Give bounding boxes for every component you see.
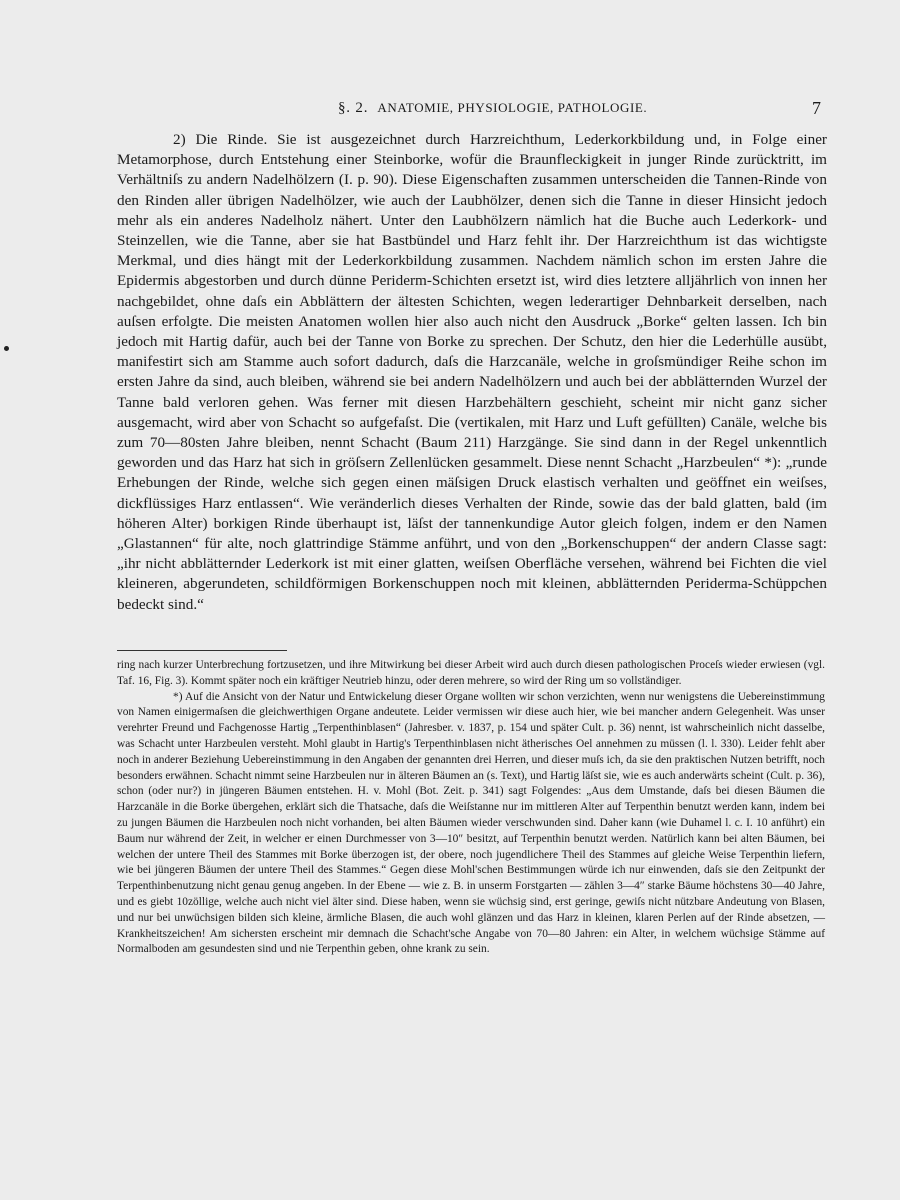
main-text bbox=[117, 130, 827, 615]
body-paragraph: 2) Die Rinde. Sie ist ausgezeichnet durch Harzreichthum, Lederkorkbildung und, in Folge einer Metamorphose, durch Entstehung einer Steinborke, wofür die Braunfleckigkeit in junger Rinde zurücktritt, im Verhältniſs zu andern Nadelhölzern (I. p. 90). Diese Eigenschaften zusammen unterscheiden die Tannen-Rinde von den Rinden aller übrigen Nadelhölzer, wie auch der Laubhölzer, denen sich die Tanne in dieser Hinsicht jedoch mehr als ein anderes Nadelholz nähert. Unter den Laubhölzern nämlich hat die Buche auch Lederkork- und Steinzellen, wie die Tanne, aber sie hat Bastbündel und Harz fehlt ihr. Der Harzreichthum ist das wichtigste Merkmal, und dies hängt mit der Lederkorkbildung zusammen. Nachdem nämlich schon im ersten Jahre die Epidermis abgestorben und durch dünne Periderm-Schichten ersetzt ist, wird dies letztere alljährlich von innen her nachgebildet, ohne daſs ein Abblättern der ältesten Schichten, wegen lederartiger Dehnbarkeit derselben, nach auſsen erfolgte. Die meisten Anatomen wollen hier also auch nicht den Ausdruck „Borke“ gelten lassen. Ich bin jedoch mit Hartig dafür, auch bei der Tanne von Borke zu sprechen. Der Schutz, den hier die Lederhülle ausübt, manifestirt sich am Stamme auch sofort dadurch, daſs die Harzcanäle, welche in groſsmündiger Reihe schon im ersten Jahre da sind, auch bleiben, während sie bei andern Nadelhölzern und auch bei der abblätternden Wurzel der Tanne bald verloren gehen. Was ferner mit diesen Harzbehältern geschieht, scheint mir nicht ganz sicher ausgemacht, wird aber von Schacht so aufgefaſst. Die (vertikalen, mit Harz und Luft gefüllten) Canäle, welche bis zum 70—80sten Jahre bleiben, nennt Schacht (Baum 211) Harzgänge. Sie sind dann in der Regel unkenntlich geworden und das Harz hat sich in gröſsern Zellenlücken gesammelt. Diese nennt Schacht „Harzbeulen“ *): „runde Erhebungen der Rinde, welche sich gegen einen mäſsigen Druck elastisch verhalten und geöffnet ein weiſses, dickflüssiges Harz entlassen“. Wie veränderlich dieses Verhalten der Rinde, sowie das der bald glatten, bald (im höheren Alter) borkigen Rinde überhaupt ist, läſst der tannenkundige Autor gleich folgen, indem er den Namen „Glastannen“ für alte, noch glattrindige Stämme anführt, und von den „Borkenschuppen“ der andern Classe sagt: „ihr nicht abblätternder Lederkork ist mit einer glatten, weiſsen Oberfläche versehen, während bei Fichten die viel kleineren, abgerundeten, schildförmigen Borkenschuppen noch mit kleinen, abblätternden Periderma-Schüppchen bedeckt sind.“ bbox=[117, 131, 827, 613]
footnote-separator bbox=[117, 650, 287, 651]
footnotes bbox=[117, 658, 825, 958]
running-head bbox=[338, 100, 647, 117]
margin-ink-dot bbox=[4, 346, 9, 351]
section-number: §. 2. bbox=[338, 100, 369, 116]
section-title: ANATOMIE, PHYSIOLOGIE, PATHOLOGIE. bbox=[377, 100, 648, 115]
footnote-continuation: ring nach kurzer Unterbrechung fortzusetzen, und ihre Mitwirkung bei dieser Arbeit wird auch durch diesen pathologischen Proceſs wieder erwiesen (vgl. Taf. 16, Fig. 3). Kommt später noch ein kräftiger Neutrieb hinzu, oder deren mehrere, so wird der Ring um so vollständiger. bbox=[117, 659, 825, 687]
page-header bbox=[0, 100, 900, 124]
page-number: 7 bbox=[812, 98, 821, 118]
footnote: *) Auf die Ansicht von der Natur und Entwickelung dieser Organe wollten wir schon verzichten, wenn nur wenigstens die Uebereinstimmung von Namen einigermaſsen die gleichwerthigen Organe andeutete. Leider vermissen wir diese auch hier, wie bei mancher andern Gelegenheit. Was unser verehrter Freund und Fachgenosse Hartig „Terpenthinblasen“ (Jahresber. v. 1837, p. 154 und später Cult. p. 36) nennt, ist wahrscheinlich nicht dasselbe, was Schacht unter Harzbeulen versteht. Mohl glaubt in Hartig's Terpenthinblasen nicht ätherisches Oel annehmen zu müssen (l. l. 330). Leider fehlt aber noch in anderer Beziehung Uebereinstimmung in den Angaben der genannten drei Herren, und dieser muſs ich, da sie den praktischen Nutzen betrifft, noch besonders erwähnen. Schacht nimmt seine Harzbeulen nur in älteren Bäumen an (s. Text), und Hartig läſst sie, wie es auch anderwärts scheint (Cult. p. 36), schon (oder nur?) in jüngeren Bäumen entstehen. H. v. Mohl (Bot. Zeit. p. 341) sagt Folgendes: „Aus dem Umstande, daſs bei diesen Bäumen die Harzcanäle in die Borke übergehen, erklärt sich die Thatsache, daſs die Weiſstanne nur im mittleren Alter auf Terpenthin benutzt werden kann, indem bei zu jungen Bäumen die Harzbeulen noch nicht vorhanden, bei alten Bäumen wieder verschwunden sind. Daher kann (wie Duhamel l. c. I. 10 anführt) ein Baum nur während der Zeit, in welcher er einen Durchmesser von 3—10″ besitzt, auf Terpenthin benutzt werden. Natürlich kann bei alten Bäumen, bei welchen der untere Theil des Stammes mit Borke überzogen ist, der obere, noch jugendlichere Theil des Stammes auf gleiche Weise Terpenthin liefern, wie bei jüngeren Bäumen der untere Theil des Stammes.“ Gegen diese Mohl'schen Bestimmungen würde ich nur einwenden, daſs sie den Zeitpunkt der Terpenthinbenutzung nicht genau genug angeben. In der Ebene — wie z. B. in unserm Forstgarten — zählen 3—4″ starke Bäume höchstens 30—40 Jahre, und es giebt 10zöllige, welche auch nicht viel älter sind. Diese haben, wenn sie wüchsig sind, erst geringe, gewiſs nicht nützbare Andeutung von Blasen, und nur bei unwüchsigen bilden sich kleine, ärmliche Blasen, die auch wohl glänzen und das Harz in kleinen, klaren Perlen auf der Rinde absetzen, — Krankheitszeichen! Am sichersten erscheint mir demnach die Schacht'sche Angabe von 70—80 Jahren: ein Alter, in welchem wüchsige Stämme auf Normalboden am gesundesten sind und nie Terpenthin geben, ohne krank zu sein. bbox=[117, 690, 825, 956]
